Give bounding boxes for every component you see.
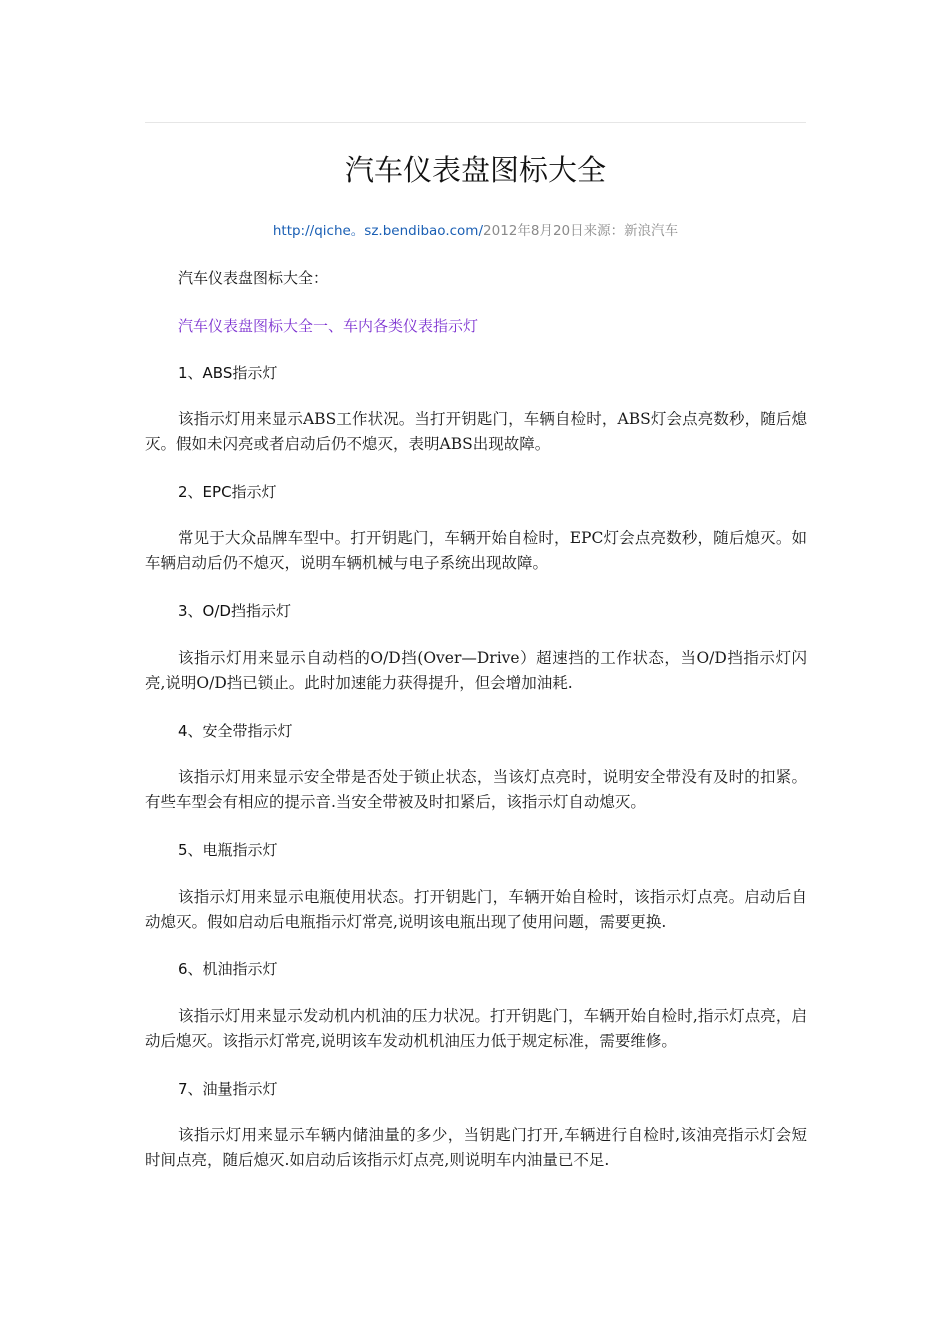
item-paragraph: 该指示灯用来显示自动档的O/D挡(Over—Drive）超速挡的工作状态，当O/D挡指示灯闪亮,说明O/D挡已锁止。此时加速能力获得提升，但会增加油耗. [145,649,807,692]
section-heading: 汽车仪表盘图标大全一、车内各类仪表指示灯 [178,317,479,335]
item-heading: 6、机油指示灯 [178,960,278,978]
article-meta [145,221,806,241]
item-heading: 7、油量指示灯 [178,1080,278,1098]
item-paragraph: 该指示灯用来显示车辆内储油量的多少，当钥匙门打开,车辆进行自检时,该油亮指示灯会短时间点亮，随后熄灭.如启动后该指示灯点亮,则说明车内油量已不足. [145,1126,807,1169]
item-paragraph: 该指示灯用来显示ABS工作状况。当打开钥匙门，车辆自检时，ABS灯会点亮数秒，随后熄灭。假如未闪亮或者启动后仍不熄灭，表明ABS出现故障。 [145,410,807,453]
page-title: 汽车仪表盘图标大全 [344,153,606,187]
item-paragraph: 常见于大众品牌车型中。打开钥匙门，车辆开始自检时，EPC灯会点亮数秒，随后熄灭。如车辆启动后仍不熄灭，说明车辆机械与电子系统出现故障。 [145,529,807,572]
item-heading: 1、ABS指示灯 [178,364,278,382]
item-paragraph: 该指示灯用来显示电瓶使用状态。打开钥匙门，车辆开始自检时，该指示灯点亮。启动后自动熄灭。假如启动后电瓶指示灯常亮,说明该电瓶出现了使用问题，需要更换. [145,888,807,931]
item-paragraph: 该指示灯用来显示安全带是否处于锁止状态，当该灯点亮时，说明安全带没有及时的扣紧。有些车型会有相应的提示音.当安全带被及时扣紧后，该指示灯自动熄灭。 [145,768,807,811]
item-paragraph: 该指示灯用来显示发动机内机油的压力状况。打开钥匙门，车辆开始自检时,指示灯点亮，启动后熄灭。该指示灯常亮,说明该车发动机机油压力低于规定标准，需要维修。 [145,1007,807,1050]
top-divider [145,122,806,123]
intro-heading: 汽车仪表盘图标大全： [178,269,329,287]
item-heading: 5、电瓶指示灯 [178,841,278,859]
item-heading: 4、安全带指示灯 [178,722,293,740]
item-heading: 3、O/D挡指示灯 [178,602,291,620]
source-link[interactable]: http://qiche。sz.bendibao.com/ [272,223,484,239]
item-heading: 2、EPC指示灯 [178,483,277,501]
date-source-text: 2012年8月20日来源：新浪汽车 [483,223,679,239]
